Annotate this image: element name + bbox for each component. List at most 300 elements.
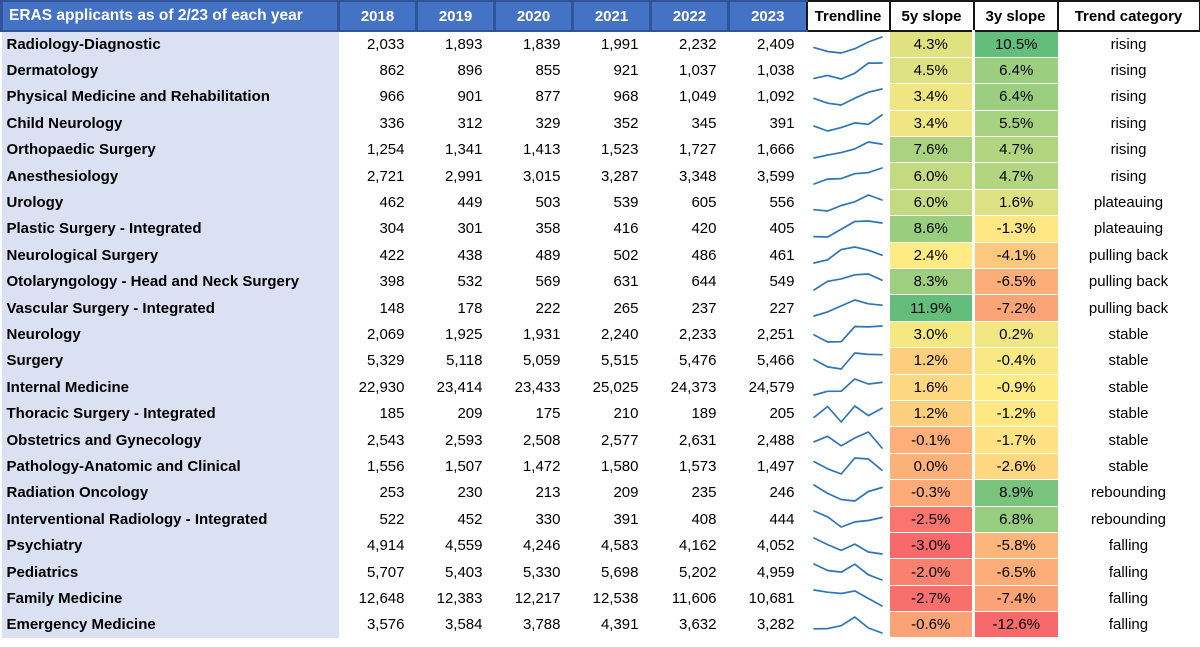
- slope-3y-cell[interactable]: 8.9%: [974, 480, 1058, 506]
- applicant-count-cell[interactable]: 4,959: [756, 563, 795, 581]
- applicant-count-cell[interactable]: 2,577: [600, 431, 639, 449]
- applicant-count-cell[interactable]: 222: [535, 299, 561, 317]
- applicant-count-cell[interactable]: 1,472: [522, 457, 561, 475]
- applicant-count-cell[interactable]: 444: [769, 510, 795, 528]
- applicant-count-cell[interactable]: 10,681: [748, 589, 795, 607]
- slope-3y-cell[interactable]: -12.6%: [974, 612, 1058, 638]
- applicant-count-cell[interactable]: 1,666: [756, 141, 795, 159]
- applicant-count-cell[interactable]: 4,391: [600, 616, 639, 634]
- applicant-count-cell[interactable]: 352: [613, 114, 639, 132]
- trendline-cell[interactable]: [807, 400, 890, 426]
- table-row: [2, 374, 1200, 400]
- applicant-count-cell[interactable]: 2,543: [366, 431, 405, 449]
- slope-5y-cell[interactable]: 1.6%: [890, 374, 974, 400]
- applicant-count-cell[interactable]: 522: [379, 510, 405, 528]
- applicant-count-cell[interactable]: 235: [691, 484, 717, 502]
- applicant-count-cell[interactable]: 391: [769, 114, 795, 132]
- specialty-cell[interactable]: Psychiatry: [2, 532, 339, 558]
- specialty-cell[interactable]: Neurology: [2, 321, 339, 347]
- applicant-count-cell[interactable]: 230: [457, 484, 483, 502]
- applicant-count-cell[interactable]: 1,092: [756, 88, 795, 106]
- applicant-count-cell[interactable]: 1,573: [678, 457, 717, 475]
- trend-category-cell[interactable]: plateauing: [1093, 220, 1164, 238]
- applicant-count-cell[interactable]: 416: [613, 220, 639, 238]
- slope-5y-cell[interactable]: 3.4%: [890, 110, 974, 136]
- applicant-count-cell[interactable]: 569: [535, 273, 561, 291]
- applicant-count-cell[interactable]: 304: [379, 220, 405, 238]
- slope-3y-cell[interactable]: 10.5%: [974, 31, 1058, 57]
- applicant-count-cell[interactable]: 5,466: [756, 352, 795, 370]
- applicant-count-cell[interactable]: 3,015: [522, 167, 561, 185]
- applicant-count-cell[interactable]: 1,523: [600, 141, 639, 159]
- applicant-count-cell[interactable]: 877: [535, 88, 561, 106]
- trend-category-cell[interactable]: rising: [1110, 167, 1147, 185]
- trend-category-cell[interactable]: stable: [1108, 457, 1149, 475]
- table-row: [2, 137, 1200, 163]
- year-header-2019[interactable]: 2019: [417, 1, 495, 31]
- applicant-count-cell[interactable]: 1,049: [678, 88, 717, 106]
- slope-3y-cell[interactable]: -7.4%: [974, 585, 1058, 611]
- applicant-count-cell[interactable]: 3,788: [522, 616, 561, 634]
- trend-category-cell[interactable]: falling: [1108, 537, 1149, 555]
- applicant-count-cell[interactable]: 2,631: [678, 431, 717, 449]
- trend-category-cell[interactable]: rising: [1110, 114, 1147, 132]
- applicant-count-cell[interactable]: 452: [457, 510, 483, 528]
- trendline-cell[interactable]: [807, 242, 890, 268]
- applicant-count-cell[interactable]: 5,707: [366, 563, 405, 581]
- trendline-sparkline-icon: [810, 428, 886, 452]
- slope-5y-cell[interactable]: 1.2%: [890, 400, 974, 426]
- applicant-count-cell[interactable]: 1,839: [522, 36, 561, 54]
- trend-category-cell[interactable]: rebounding: [1090, 484, 1167, 502]
- applicant-count-cell[interactable]: 422: [379, 246, 405, 264]
- trendline-sparkline-icon: [810, 375, 886, 399]
- applicant-count-cell[interactable]: 1,038: [756, 62, 795, 80]
- applicant-count-cell[interactable]: 2,033: [366, 36, 405, 54]
- slope-3y-cell[interactable]: -1.7%: [974, 427, 1058, 453]
- trend-category-header[interactable]: Trend category: [1058, 1, 1200, 31]
- applicant-count-cell[interactable]: 4,583: [600, 537, 639, 555]
- trend-category-cell[interactable]: falling: [1108, 616, 1149, 634]
- applicant-count-cell[interactable]: 2,251: [756, 325, 795, 343]
- applicant-count-cell[interactable]: 1,254: [366, 141, 405, 159]
- table-row: [2, 480, 1200, 506]
- applicant-count-cell[interactable]: 2,240: [600, 325, 639, 343]
- applicant-count-cell[interactable]: 246: [769, 484, 795, 502]
- trend-category-cell[interactable]: stable: [1108, 352, 1149, 370]
- trend-category-cell[interactable]: rising: [1110, 141, 1147, 159]
- applicant-count-cell[interactable]: 966: [379, 88, 405, 106]
- slope-3y-cell[interactable]: 6.8%: [974, 506, 1058, 532]
- applicant-count-cell[interactable]: 4,559: [444, 537, 483, 555]
- applicant-count-cell[interactable]: 489: [535, 246, 561, 264]
- table-row: [2, 84, 1200, 110]
- trendline-cell[interactable]: [807, 110, 890, 136]
- table-row: [2, 532, 1200, 558]
- specialty-cell[interactable]: Plastic Surgery - Integrated: [2, 216, 339, 242]
- specialty-cell[interactable]: Radiology-Diagnostic: [2, 31, 339, 57]
- slope-3y-cell[interactable]: 1.6%: [974, 189, 1058, 215]
- slope-3y-cell[interactable]: -7.2%: [974, 295, 1058, 321]
- slope-5y-header[interactable]: 5y slope: [890, 1, 974, 31]
- year-header-2023[interactable]: 2023: [729, 1, 807, 31]
- slope-5y-cell[interactable]: 6.0%: [890, 189, 974, 215]
- specialty-cell[interactable]: Interventional Radiology - Integrated: [2, 506, 339, 532]
- table-row: [2, 189, 1200, 215]
- specialty-cell[interactable]: Surgery: [2, 348, 339, 374]
- applicant-count-cell[interactable]: 23,433: [514, 378, 561, 396]
- table-row: [2, 348, 1200, 374]
- trendline-sparkline-icon: [810, 402, 886, 426]
- trendline-sparkline-icon: [810, 164, 886, 188]
- trend-category-cell[interactable]: rising: [1110, 36, 1147, 54]
- specialty-cell[interactable]: Otolaryngology - Head and Neck Surgery: [2, 269, 339, 295]
- slope-3y-cell[interactable]: 4.7%: [974, 137, 1058, 163]
- specialty-cell[interactable]: Neurological Surgery: [2, 242, 339, 268]
- trendline-sparkline-icon: [810, 613, 886, 637]
- trendline-cell[interactable]: [807, 453, 890, 479]
- applicant-count-cell[interactable]: 5,118: [446, 352, 483, 370]
- trendline-cell[interactable]: [807, 163, 890, 189]
- slope-3y-cell[interactable]: 6.4%: [974, 57, 1058, 83]
- slope-5y-cell[interactable]: 6.0%: [890, 163, 974, 189]
- applicant-count-cell[interactable]: 209: [613, 484, 639, 502]
- slope-5y-cell[interactable]: 8.3%: [890, 269, 974, 295]
- trendline-sparkline-icon: [810, 586, 886, 610]
- applicant-count-cell[interactable]: 24,373: [670, 378, 717, 396]
- applicant-count-cell[interactable]: 12,538: [592, 589, 639, 607]
- specialty-cell[interactable]: Obstetrics and Gynecology: [2, 427, 339, 453]
- trendline-sparkline-icon: [810, 191, 886, 215]
- applicant-count-cell[interactable]: 3,584: [444, 616, 483, 634]
- slope-3y-cell[interactable]: 4.7%: [974, 163, 1058, 189]
- applicant-count-cell[interactable]: 227: [769, 299, 795, 317]
- trendline-sparkline-icon: [810, 85, 886, 109]
- applicant-count-cell[interactable]: 5,202: [678, 563, 717, 581]
- specialty-cell[interactable]: Internal Medicine: [2, 374, 339, 400]
- trendline-cell[interactable]: [807, 57, 890, 83]
- applicant-count-cell[interactable]: 237: [691, 299, 717, 317]
- applicant-count-cell[interactable]: 209: [457, 405, 483, 423]
- slope-5y-cell[interactable]: 3.0%: [890, 321, 974, 347]
- slope-5y-cell[interactable]: -2.0%: [890, 559, 974, 585]
- trendline-sparkline-icon: [810, 217, 886, 241]
- applicant-count-cell[interactable]: 213: [535, 484, 561, 502]
- applicant-count-cell[interactable]: 398: [379, 273, 405, 291]
- applicant-count-cell[interactable]: 549: [769, 273, 795, 291]
- applicant-count-cell[interactable]: 5,515: [600, 352, 639, 370]
- applicant-count-cell[interactable]: 175: [535, 405, 561, 423]
- specialty-cell[interactable]: Pediatrics: [2, 559, 339, 585]
- slope-5y-cell[interactable]: 4.3%: [890, 31, 974, 57]
- applicant-count-cell[interactable]: 405: [769, 220, 795, 238]
- applicant-count-cell[interactable]: 3,632: [678, 616, 717, 634]
- slope-5y-cell[interactable]: -0.6%: [890, 612, 974, 638]
- applicant-count-cell[interactable]: 148: [379, 299, 405, 317]
- applicant-count-cell[interactable]: 896: [457, 62, 483, 80]
- applicant-count-cell[interactable]: 253: [379, 484, 405, 502]
- specialty-cell[interactable]: Physical Medicine and Rehabilitation: [2, 84, 339, 110]
- applicant-count-cell[interactable]: 301: [457, 220, 483, 238]
- trendline-sparkline-icon: [810, 534, 886, 558]
- applicant-count-cell[interactable]: 185: [379, 405, 405, 423]
- trend-category-cell[interactable]: falling: [1108, 589, 1149, 607]
- trendline-sparkline-icon: [810, 59, 886, 83]
- applicant-count-cell[interactable]: 1,580: [600, 457, 639, 475]
- applicant-count-cell[interactable]: 539: [613, 194, 639, 212]
- applicant-count-cell[interactable]: 2,721: [366, 167, 405, 185]
- applicant-count-cell[interactable]: 408: [691, 510, 717, 528]
- trendline-header[interactable]: Trendline: [807, 1, 890, 31]
- trend-category-cell[interactable]: stable: [1108, 405, 1149, 423]
- slope-5y-cell[interactable]: -0.3%: [890, 480, 974, 506]
- trend-category-cell[interactable]: pulling back: [1088, 273, 1169, 291]
- slope-5y-cell[interactable]: -3.0%: [890, 532, 974, 558]
- applicant-count-cell[interactable]: 605: [691, 194, 717, 212]
- applicant-count-cell[interactable]: 329: [535, 114, 561, 132]
- slope-3y-cell[interactable]: 6.4%: [974, 84, 1058, 110]
- trend-category-cell[interactable]: falling: [1108, 563, 1149, 581]
- trendline-cell[interactable]: [807, 269, 890, 295]
- applicant-count-cell[interactable]: 265: [613, 299, 639, 317]
- applicant-count-cell[interactable]: 1,037: [678, 62, 717, 80]
- table-row: [2, 216, 1200, 242]
- applicant-count-cell[interactable]: 2,232: [678, 36, 717, 54]
- specialty-cell[interactable]: Dermatology: [2, 57, 339, 83]
- table-row: [2, 585, 1200, 611]
- slope-5y-cell[interactable]: 4.5%: [890, 57, 974, 83]
- slope-5y-cell[interactable]: 7.6%: [890, 137, 974, 163]
- trendline-cell[interactable]: [807, 348, 890, 374]
- slope-5y-cell[interactable]: 3.4%: [890, 84, 974, 110]
- applicant-count-cell[interactable]: 189: [691, 405, 717, 423]
- applicant-count-cell[interactable]: 503: [535, 194, 561, 212]
- applicant-count-cell[interactable]: 420: [691, 220, 717, 238]
- slope-5y-cell[interactable]: 1.2%: [890, 348, 974, 374]
- applicant-count-cell[interactable]: 23,414: [436, 378, 483, 396]
- applicant-count-cell[interactable]: 438: [457, 246, 483, 264]
- slope-3y-cell[interactable]: -4.1%: [974, 242, 1058, 268]
- applicant-count-cell[interactable]: 1,556: [366, 457, 405, 475]
- specialty-cell[interactable]: Family Medicine: [2, 585, 339, 611]
- slope-3y-cell[interactable]: -0.4%: [974, 348, 1058, 374]
- trendline-cell[interactable]: [807, 189, 890, 215]
- applicant-count-cell[interactable]: 1,925: [444, 325, 483, 343]
- applicant-count-cell[interactable]: 644: [691, 273, 717, 291]
- applicant-count-cell[interactable]: 205: [769, 405, 795, 423]
- slope-3y-cell[interactable]: -2.6%: [974, 453, 1058, 479]
- applicant-count-cell[interactable]: 2,508: [522, 431, 561, 449]
- trendline-cell[interactable]: [807, 585, 890, 611]
- applicant-count-cell[interactable]: 2,069: [366, 325, 405, 343]
- applicant-count-cell[interactable]: 12,383: [436, 589, 483, 607]
- trendline-cell[interactable]: [807, 427, 890, 453]
- applicant-count-cell[interactable]: 3,348: [678, 167, 717, 185]
- table-row: [2, 427, 1200, 453]
- applicant-count-cell[interactable]: 462: [379, 194, 405, 212]
- trendline-cell[interactable]: [807, 216, 890, 242]
- applicant-count-cell[interactable]: 1,507: [444, 457, 483, 475]
- specialty-cell[interactable]: Thoracic Surgery - Integrated: [2, 400, 339, 426]
- applicant-count-cell[interactable]: 862: [379, 62, 405, 80]
- trend-category-cell[interactable]: plateauing: [1093, 194, 1164, 212]
- applicant-count-cell[interactable]: 449: [457, 194, 483, 212]
- trend-category-cell[interactable]: pulling back: [1088, 299, 1169, 317]
- applicant-count-cell[interactable]: 5,329: [366, 352, 405, 370]
- applicant-count-cell[interactable]: 968: [613, 88, 639, 106]
- slope-3y-cell[interactable]: -1.2%: [974, 400, 1058, 426]
- specialty-cell[interactable]: Orthopaedic Surgery: [2, 137, 339, 163]
- applicant-count-cell[interactable]: 12,217: [514, 589, 561, 607]
- trendline-sparkline-icon: [810, 454, 886, 478]
- applicant-count-cell[interactable]: 4,052: [756, 537, 795, 555]
- applicant-count-cell[interactable]: 855: [535, 62, 561, 80]
- slope-3y-cell[interactable]: -5.8%: [974, 532, 1058, 558]
- table-title[interactable]: ERAS applicants as of 2/23 of each year: [2, 1, 339, 31]
- slope-5y-cell[interactable]: 11.9%: [890, 295, 974, 321]
- applicant-count-cell[interactable]: 330: [535, 510, 561, 528]
- applicant-count-cell[interactable]: 486: [691, 246, 717, 264]
- applicant-count-cell[interactable]: 24,579: [748, 378, 795, 396]
- trendline-cell[interactable]: [807, 84, 890, 110]
- table-row: [2, 321, 1200, 347]
- applicant-count-cell[interactable]: 3,599: [756, 167, 795, 185]
- applicant-count-cell[interactable]: 5,059: [522, 352, 561, 370]
- applicant-count-cell[interactable]: 391: [613, 510, 639, 528]
- applicant-count-cell[interactable]: 4,246: [522, 537, 561, 555]
- year-header-2021[interactable]: 2021: [573, 1, 651, 31]
- table-row: [2, 612, 1200, 638]
- trendline-cell[interactable]: [807, 374, 890, 400]
- table-row: [2, 559, 1200, 585]
- applicant-count-cell[interactable]: 11,606: [671, 589, 717, 607]
- applicant-count-cell[interactable]: 22,930: [358, 378, 405, 396]
- specialty-cell[interactable]: Child Neurology: [2, 110, 339, 136]
- year-header-2018[interactable]: 2018: [339, 1, 417, 31]
- applicant-count-cell[interactable]: 1,413: [522, 141, 561, 159]
- slope-3y-header[interactable]: 3y slope: [974, 1, 1058, 31]
- applicant-count-cell[interactable]: 5,330: [522, 563, 561, 581]
- slope-3y-cell[interactable]: -6.5%: [974, 269, 1058, 295]
- slope-5y-cell[interactable]: 8.6%: [890, 216, 974, 242]
- applicant-count-cell[interactable]: 1,341: [444, 141, 483, 159]
- slope-3y-cell[interactable]: 0.2%: [974, 321, 1058, 347]
- applicant-count-cell[interactable]: 5,403: [444, 563, 483, 581]
- specialty-cell[interactable]: Urology: [2, 189, 339, 215]
- applicant-count-cell[interactable]: 3,287: [600, 167, 639, 185]
- applicant-count-cell[interactable]: 461: [769, 246, 795, 264]
- table-row: [2, 242, 1200, 268]
- slope-5y-cell[interactable]: -2.7%: [890, 585, 974, 611]
- applicant-count-cell[interactable]: 1,991: [600, 36, 639, 54]
- trend-category-cell[interactable]: stable: [1108, 325, 1149, 343]
- applicant-count-cell[interactable]: 2,991: [444, 167, 483, 185]
- year-header-2020[interactable]: 2020: [495, 1, 573, 31]
- trend-category-cell[interactable]: rising: [1110, 88, 1147, 106]
- trendline-cell[interactable]: [807, 559, 890, 585]
- specialty-cell[interactable]: Radiation Oncology: [2, 480, 339, 506]
- applicant-count-cell[interactable]: 921: [613, 62, 639, 80]
- trendline-cell[interactable]: [807, 532, 890, 558]
- slope-3y-cell[interactable]: 5.5%: [974, 110, 1058, 136]
- trend-category-cell[interactable]: rebounding: [1090, 510, 1167, 528]
- slope-3y-cell[interactable]: -1.3%: [974, 216, 1058, 242]
- trend-category-cell[interactable]: pulling back: [1088, 246, 1169, 264]
- trend-category-cell[interactable]: stable: [1108, 378, 1149, 396]
- applicant-count-cell[interactable]: 3,282: [756, 616, 795, 634]
- applicant-count-cell[interactable]: 1,497: [756, 457, 795, 475]
- trend-category-cell[interactable]: stable: [1108, 431, 1149, 449]
- applicant-count-cell[interactable]: 3,576: [366, 616, 405, 634]
- applicant-count-cell[interactable]: 1,931: [522, 325, 561, 343]
- applicant-count-cell[interactable]: 1,893: [444, 36, 483, 54]
- table-row: [2, 269, 1200, 295]
- applicant-count-cell[interactable]: 2,593: [444, 431, 483, 449]
- applicant-count-cell[interactable]: 312: [457, 114, 483, 132]
- applicant-count-cell[interactable]: 5,698: [600, 563, 639, 581]
- applicant-count-cell[interactable]: 502: [613, 246, 639, 264]
- trendline-cell[interactable]: [807, 31, 890, 57]
- applicant-count-cell[interactable]: 12,648: [358, 589, 405, 607]
- applicant-count-cell[interactable]: 2,233: [678, 325, 717, 343]
- applicant-count-cell[interactable]: 2,409: [756, 36, 795, 54]
- applicant-count-cell[interactable]: 556: [769, 194, 795, 212]
- specialty-cell[interactable]: Emergency Medicine: [2, 612, 339, 638]
- applicant-count-cell[interactable]: 210: [613, 405, 639, 423]
- specialty-cell[interactable]: Anesthesiology: [2, 163, 339, 189]
- slope-5y-cell[interactable]: -2.5%: [890, 506, 974, 532]
- specialty-cell[interactable]: Vascular Surgery - Integrated: [2, 295, 339, 321]
- year-header-2022[interactable]: 2022: [651, 1, 729, 31]
- trendline-cell[interactable]: [807, 321, 890, 347]
- slope-5y-cell[interactable]: -0.1%: [890, 427, 974, 453]
- applicant-count-cell[interactable]: 25,025: [592, 378, 639, 396]
- specialty-cell[interactable]: Pathology-Anatomic and Clinical: [2, 453, 339, 479]
- applicant-count-cell[interactable]: 336: [379, 114, 405, 132]
- trendline-cell[interactable]: [807, 506, 890, 532]
- table-row: [2, 163, 1200, 189]
- trendline-cell[interactable]: [807, 137, 890, 163]
- applicant-count-cell[interactable]: 4,914: [366, 537, 405, 555]
- trendline-sparkline-icon: [810, 296, 886, 320]
- applicant-count-cell[interactable]: 532: [457, 273, 483, 291]
- trendline-cell[interactable]: [807, 612, 890, 638]
- slope-3y-cell[interactable]: -0.9%: [974, 374, 1058, 400]
- applicant-count-cell[interactable]: 358: [535, 220, 561, 238]
- applicant-count-cell[interactable]: 178: [457, 299, 483, 317]
- slope-5y-cell[interactable]: 0.0%: [890, 453, 974, 479]
- table-row: [2, 506, 1200, 532]
- applicant-count-cell[interactable]: 1,727: [678, 141, 717, 159]
- trendline-sparkline-icon: [810, 322, 886, 346]
- trendline-sparkline-icon: [810, 507, 886, 531]
- table-row: [2, 110, 1200, 136]
- applicant-count-cell[interactable]: 345: [691, 114, 717, 132]
- trendline-cell[interactable]: [807, 480, 890, 506]
- table-row: [2, 31, 1200, 57]
- header-row: [2, 1, 1200, 31]
- applicant-count-cell[interactable]: 631: [613, 273, 639, 291]
- trendline-cell[interactable]: [807, 295, 890, 321]
- applicant-count-cell[interactable]: 901: [457, 88, 483, 106]
- trendline-sparkline-icon: [810, 138, 886, 162]
- slope-5y-cell[interactable]: 2.4%: [890, 242, 974, 268]
- trend-category-cell[interactable]: rising: [1110, 62, 1147, 80]
- applicant-count-cell[interactable]: 4,162: [678, 537, 717, 555]
- applicant-count-cell[interactable]: 2,488: [756, 431, 795, 449]
- slope-3y-cell[interactable]: -6.5%: [974, 559, 1058, 585]
- applicant-count-cell[interactable]: 5,476: [678, 352, 717, 370]
